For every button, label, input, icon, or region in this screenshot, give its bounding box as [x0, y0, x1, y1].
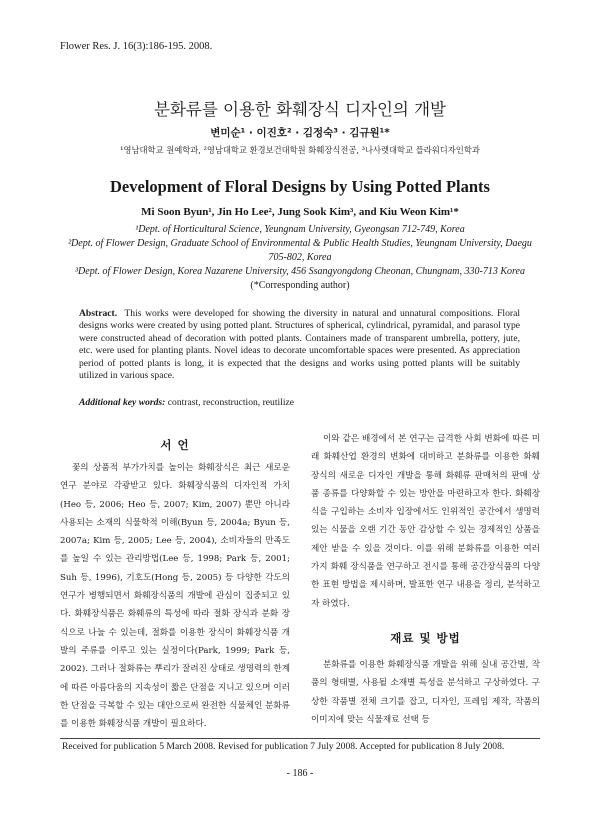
abstract-text: This works were developed for showing the diversity in natural and unnatural compositions. Floral designs works were created by using potted plant. Structures of spherical, cylindrical, pyramidal, and parasol type were constructed ahead of decoration with potted plants. Containers made of transparent umbrella, pottery, jute, etc. were used for planting plants. Novel ideas to decorate uncomfortable spaces were presented. As appreciation period of potted plants is long, it is expected that the designs and works using potted plants will be suitably utilized in various space.: [79, 308, 520, 382]
section-heading-introduction: 서 언: [160, 438, 190, 452]
affiliation-1: ¹Dept. of Horticultural Science, Yeungnam University, Gyeongsan 712-749, Korea: [135, 224, 465, 235]
journal-citation: Flower Res. J. 16(3):186-195. 2008.: [60, 41, 213, 52]
left-column: [60, 459, 290, 733]
received-dates: Received for publication 5 March 2008. Revised for publication 7 July 2008. Accepted for publication 8 July 2008.: [62, 741, 505, 752]
korean-affiliations: ¹영남대학교 원예학과, ²영남대학교 환경보건대학원 화훼장식전공, ³나사렛대학교 플라워디자인학과: [120, 145, 480, 155]
section-heading-methods: 재료 및 방법: [390, 631, 461, 645]
affiliation-2: ²Dept. of Flower Design, Graduate School of Environmental & Public Health Studies, Yeungnam University, Daegu 705-802, Korea: [68, 238, 532, 263]
abstract-label: Abstract.: [79, 308, 118, 319]
right-column-top: [311, 430, 540, 613]
footnote-divider: [60, 738, 540, 739]
keywords-text: contrast, reconstruction, reutilize: [167, 397, 295, 408]
abstract: [79, 308, 520, 382]
page-number: - 186 -: [286, 768, 314, 779]
right-column-methods: [311, 656, 540, 729]
keywords: [79, 397, 520, 408]
intro-paragraph-1: 꽃의 상품적 부가가치를 높이는 화훼장식은 최근 새로운 연구 분야로 각광받고 있다. 화훼장식품의 디자인적 가치(Heo 등, 2006; Heo 등, 2007; Kim, 2007) 뿐만 아니라 사용되는 소재의 식물학적 이해(Byun 등, 2004a; Byun 등, 2007a; Kim 등, 2005; Lee 등, 2004), 소비자들의 만족도를 높일 수 있는 관리방법(Lee 등, 1998; Park 등, 2001; Suh 등, 1996), 기호도(Hong 등, 2005) 등 다양한 각도의 연구가 병행되면서 화훼장식품의 개발에 관심이 집중되고 있다. 화훼장식품은 화훼류의 특성에 따라 절화 장식과 분화 장식으로 나눌 수 있는데, 절화를 이용한 장식이 화훼장식품 개발의 주류를 이루고 있는 실정이다(Park, 1999; Park 등, 2002). 그러나 절화류는 뿌리가 잘려진 상태로 생명력의 한계에 따른 아름다움의 지속성이 짧은 단점을 지니고 있으며 이러한 단점을 극복할 수 있는 대안으로써 완전한 식물체인 분화류를 이용한 화훼장식품 개발이 필요하다.: [60, 463, 290, 730]
korean-authors: 변미순¹ · 이진호² · 김정숙³ · 김규원¹*: [210, 127, 390, 139]
english-title: Development of Floral Designs by Using Potted Plants: [110, 177, 490, 196]
intro-paragraph-2: 이와 같은 배경에서 본 연구는 급격한 사회 변화에 따른 미래 화훼산업 환경의 변화에 대비하고 분화류를 이용한 화훼 장식의 새로운 디자인 개발을 통해 화훼류 판매처의 판매 상품 종류를 다양화할 수 있는 방안을 마련하고자 한다. 화훼장식을 구입하는 소비자 입장에서도 인위적인 공간에서 생명력 있는 식물을 오랜 기간 동안 감상할 수 있는 경제적인 상품을 제안 받을 수 있을 것이다. 이를 위해 분화류를 이용한 여러 가지 화훼 장식품을 연구하고 전시를 통해 공간장식품의 다양한 표현 방법을 제시하며, 발표한 연구 내용을 정리, 분석하고자 하였다.: [311, 434, 540, 609]
keywords-label: Additional key words:: [79, 397, 166, 408]
english-authors: Mi Soon Byun¹, Jin Ho Lee², Jung Sook Kim³, and Kiu Weon Kim¹*: [141, 206, 459, 218]
korean-title: 분화류를 이용한 화훼장식 디자인의 개발: [154, 100, 446, 119]
methods-paragraph-1: 분화류를 이용한 화훼장식품 개발을 위해 실내 공간별, 작품의 형태별, 사용될 소재별 특성을 분석하고 구상하였다. 구상한 작품별 전체 크기를 잡고, 디자인, 프레임 제작, 작품의 이미지에 맞는 식물재료 선택 등: [311, 660, 540, 725]
affiliation-3: ³Dept. of Flower Design, Korea Nazarene University, 456 Ssangyongdong Cheonan, Chungnam, 330-713 Korea: [75, 266, 525, 277]
corresponding-author-note: (*Corresponding author): [250, 280, 350, 291]
